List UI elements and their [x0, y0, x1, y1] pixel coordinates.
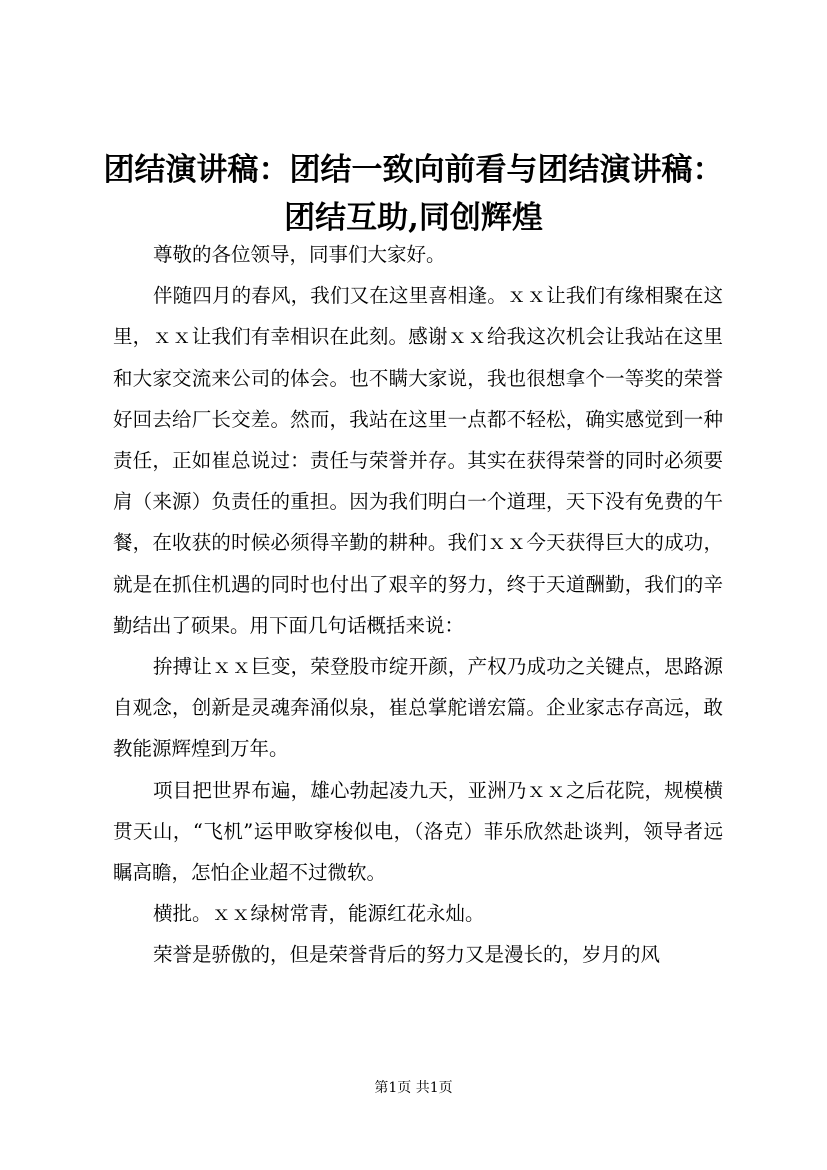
document-title — [0, 146, 827, 242]
title-line-1: 团结演讲稿：团结一致向前看与团结演讲稿： — [103, 152, 724, 188]
paragraph-closing: 荣誉是骄傲的，但是荣誉背后的努力又是漫长的，岁月的风 — [153, 943, 661, 967]
paragraph-verse-1: 拚搏让ｘｘ巨变，荣登股市绽开颜，产权乃成功之关键点，思路源自观念，创新是灵魂奔涌似泉，崔总掌舵谱宏篇。企业家志存高远，敢教能源辉煌到万年。 — [113, 655, 723, 761]
title-line-2: 团结互助,同创辉煌 — [284, 200, 543, 236]
paragraph-horizontal-scroll: 横批。ｘｘ绿树常青，能源红花永灿。 — [153, 902, 485, 926]
paragraph-main: 伴随四月的春风，我们又在这里喜相逢。ｘｘ让我们有缘相聚在这里，ｘｘ让我们有幸相识在此刻。感谢ｘｘ给我这次机会让我站在这里和大家交流来公司的体会。也不瞒大家说，我也很想拿个一等奖的荣誉好回去给厂长交差。然而，我站在这里一点都不轻松，确实感觉到一种责任，正如崔总说过：责任与荣誉并存。其实在获得荣誉的同时必须要肩（来源）负责任的重担。因为我们明白一个道理，天下没有免费的午餐，在收获的时候必须得辛勤的耕种。我们ｘｘ今天获得巨大的成功，就是在抓住机遇的同时也付出了艰辛的努力，终于天道酬勤，我们的辛勤结出了硕果。用下面几句话概括来说： — [113, 284, 723, 637]
paragraph-verse-2: 项目把世界布遍，雄心勃起凌九天，亚洲乃ｘｘ之后花院，规模横贯天山，“飞机”运甲畋穿梭似电，（洛克）菲乐欣然赴谈判，领导者远瞩高瞻，怎怕企业超不过微软。 — [113, 778, 723, 885]
paragraph-greeting: 尊敬的各位领导，同事们大家好。 — [153, 243, 446, 266]
document-body — [113, 234, 723, 976]
page-footer: 第1页 共1页 — [374, 1080, 453, 1096]
